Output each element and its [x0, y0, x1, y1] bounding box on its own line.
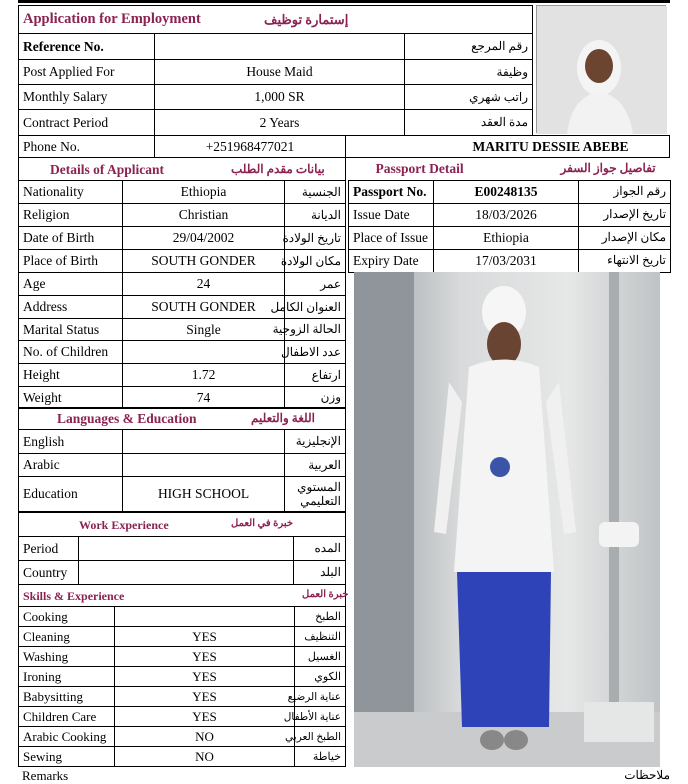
table-row [19, 747, 346, 767]
table-row [19, 85, 533, 110]
period-label: Period [19, 537, 79, 561]
arabic-cooking-label: Arabic Cooking [19, 727, 115, 747]
table-row [19, 34, 533, 60]
details-header [19, 158, 346, 181]
babysitting-label: Babysitting [19, 687, 115, 707]
weight-label-ar: وزن [285, 387, 346, 409]
height-value: 1.72 [123, 364, 285, 387]
passport-title-en: Passport Detail [375, 161, 464, 176]
issue-date-label: Issue Date [349, 203, 434, 226]
work-title-en: Work Experience [79, 518, 169, 532]
washing-label-ar: الغسيل [295, 647, 346, 667]
contract-value: 2 Years [155, 110, 405, 136]
table-row [19, 296, 346, 319]
table-row [19, 727, 346, 747]
name-table [345, 135, 670, 158]
post-label-ar: وظيفة [405, 60, 533, 85]
phone-table [18, 135, 346, 158]
education-label: Education [19, 477, 123, 512]
reference-label: Reference No. [19, 34, 155, 60]
table-row [19, 273, 346, 296]
issue-date-value: 18/03/2026 [434, 203, 579, 226]
table-row [19, 341, 346, 364]
place-of-issue-label: Place of Issue [349, 226, 434, 249]
passport-no-value: E00248135 [434, 180, 579, 203]
marital-label-ar: الحالة الزوجية [285, 319, 346, 341]
table-row [349, 226, 671, 249]
applicant-name: MARITU DESSIE ABEBE [346, 136, 670, 158]
religion-label-ar: الديانة [285, 204, 346, 227]
skills-title-en: Skills & Experience [23, 589, 125, 603]
arabic-label: Arabic [19, 454, 123, 477]
reference-value [155, 34, 405, 60]
table-row [19, 364, 346, 387]
address-label-ar: العنوان الكامل [285, 296, 346, 319]
issue-date-label-ar: تاريخ الإصدار [579, 203, 671, 226]
cleaning-value: YES [115, 627, 295, 647]
arabic-label-ar: العربية [285, 454, 346, 477]
children-care-value: YES [115, 707, 295, 727]
cleaning-label-ar: التنظيف [295, 627, 346, 647]
table-row [19, 60, 533, 85]
table-row [19, 204, 346, 227]
children-value [123, 341, 285, 364]
table-row [19, 647, 346, 667]
table-row [349, 249, 671, 272]
passport-no-label-ar: رقم الجواز [579, 180, 671, 203]
portrait-photo [536, 5, 666, 133]
pob-value: SOUTH GONDER [123, 250, 285, 273]
expiry-date-value: 17/03/2031 [434, 249, 579, 272]
religion-value: Christian [123, 204, 285, 227]
languages-header [19, 408, 346, 430]
ironing-label-ar: الكوي [295, 667, 346, 687]
post-label: Post Applied For [19, 60, 155, 85]
phone-label: Phone No. [19, 136, 155, 158]
table-row [349, 180, 671, 203]
religion-label: Religion [19, 204, 123, 227]
english-label: English [19, 430, 123, 454]
children-label: No. of Children [19, 341, 123, 364]
children-care-label: Children Care [19, 707, 115, 727]
sewing-label-ar: خياطة [295, 747, 346, 767]
salary-value: 1,000 SR [155, 85, 405, 110]
expiry-date-label: Expiry Date [349, 249, 434, 272]
period-value [79, 537, 294, 561]
details-table [18, 157, 346, 409]
weight-label: Weight [19, 387, 123, 409]
work-header [19, 513, 346, 537]
children-label-ar: عدد الاطفال [285, 341, 346, 364]
arabic-value [123, 454, 285, 477]
education-value: HIGH SCHOOL [123, 477, 285, 512]
table-row [19, 561, 346, 585]
marital-label: Marital Status [19, 319, 123, 341]
english-label-ar: الإنجليزية [285, 430, 346, 454]
table-row [349, 203, 671, 226]
salary-label: Monthly Salary [19, 85, 155, 110]
washing-label: Washing [19, 647, 115, 667]
skills-header [19, 585, 349, 607]
cooking-label: Cooking [19, 607, 115, 627]
pob-label-ar: مكان الولادة [285, 250, 346, 273]
country-label-ar: البلد [294, 561, 346, 585]
form-title-ar: إستمارة توظيف [264, 12, 349, 27]
country-label: Country [19, 561, 79, 585]
remarks-label: Remarks [22, 768, 69, 783]
children-care-label-ar: عناية الأطفال [295, 707, 346, 727]
table-row [19, 110, 533, 136]
arabic-cooking-value: NO [115, 727, 295, 747]
english-value [123, 430, 285, 454]
nationality-label-ar: الجنسية [285, 181, 346, 204]
passport-header [349, 157, 671, 180]
details-title-ar: بيانات مقدم الطلب [231, 162, 325, 176]
table-row [19, 687, 346, 707]
ironing-label: Ironing [19, 667, 115, 687]
table-row [19, 607, 346, 627]
weight-value: 74 [123, 387, 285, 409]
skills-title-ar: خبرة العمل [302, 589, 349, 600]
passport-table [348, 157, 671, 273]
period-label-ar: المده [294, 537, 346, 561]
babysitting-label-ar: عناية الرضيع [295, 687, 346, 707]
dob-value: 29/04/2002 [123, 227, 285, 250]
phone-value: +251968477021 [155, 136, 346, 158]
country-value [79, 561, 294, 585]
cooking-value [115, 607, 295, 627]
table-row [19, 430, 346, 454]
sewing-value: NO [115, 747, 295, 767]
nationality-value: Ethiopia [123, 181, 285, 204]
reference-label-ar: رقم المرجع [405, 34, 533, 60]
address-value: SOUTH GONDER [123, 296, 285, 319]
table-row [19, 627, 346, 647]
remarks-label-ar: ملاحظات [624, 768, 670, 782]
form-title-en: Application for Employment [23, 11, 201, 27]
table-row [19, 181, 346, 204]
age-label-ar: عمر [285, 273, 346, 296]
form-title-row [19, 6, 533, 34]
passport-title-ar: تفاصيل جواز السفر [560, 161, 656, 175]
post-value: House Maid [155, 60, 405, 85]
sewing-label: Sewing [19, 747, 115, 767]
pob-label: Place of Birth [19, 250, 123, 273]
dob-label: Date of Birth [19, 227, 123, 250]
details-title-en: Details of Applicant [50, 162, 165, 177]
top-table [18, 5, 533, 136]
languages-title-ar: اللغة والتعليم [251, 411, 315, 425]
full-body-image-icon [354, 272, 660, 767]
languages-table [18, 407, 346, 512]
remarks-row [18, 768, 670, 782]
table-row [19, 387, 346, 409]
work-title-ar: خبرة في العمل [231, 518, 294, 529]
table-row [19, 707, 346, 727]
marital-value: Single [123, 319, 285, 341]
table-row [19, 537, 346, 561]
babysitting-value: YES [115, 687, 295, 707]
full-body-photo [354, 272, 660, 767]
nationality-label: Nationality [19, 181, 123, 204]
languages-title-en: Languages & Education [57, 411, 197, 426]
portrait-image-icon [537, 6, 667, 134]
work-table [18, 512, 346, 585]
top-border [18, 0, 670, 3]
salary-label-ar: راتب شهري [405, 85, 533, 110]
cleaning-label: Cleaning [19, 627, 115, 647]
table-row [19, 477, 346, 512]
age-label: Age [19, 273, 123, 296]
dob-label-ar: تاريخ الولادة [285, 227, 346, 250]
table-row [19, 319, 346, 341]
height-label: Height [19, 364, 123, 387]
washing-value: YES [115, 647, 295, 667]
table-row [19, 250, 346, 273]
table-row [19, 454, 346, 477]
table-row [19, 227, 346, 250]
skills-table [18, 584, 349, 767]
expiry-date-label-ar: تاريخ الانتهاء [579, 249, 671, 272]
place-of-issue-label-ar: مكان الإصدار [579, 226, 671, 249]
education-label-ar: المستوي التعليمي [285, 477, 346, 512]
contract-label-ar: مدة العقد [405, 110, 533, 136]
age-value: 24 [123, 273, 285, 296]
contract-label: Contract Period [19, 110, 155, 136]
place-of-issue-value: Ethiopia [434, 226, 579, 249]
arabic-cooking-label-ar: الطبخ العربي [295, 727, 346, 747]
address-label: Address [19, 296, 123, 319]
cooking-label-ar: الطبخ [295, 607, 346, 627]
passport-no-label: Passport No. [349, 180, 434, 203]
height-label-ar: ارتفاع [285, 364, 346, 387]
table-row [19, 667, 346, 687]
ironing-value: YES [115, 667, 295, 687]
